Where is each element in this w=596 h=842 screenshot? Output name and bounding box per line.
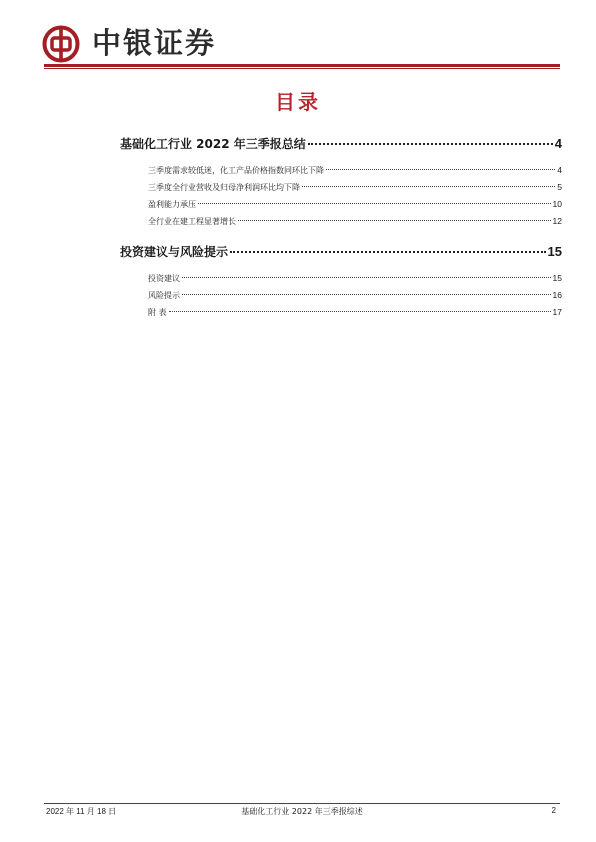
footer-date: 2022 年 11 月 18 日 <box>46 807 117 816</box>
toc-entry-subsection[interactable] <box>148 213 562 230</box>
toc-entry-page: 17 <box>552 307 562 317</box>
toc-entry-page: 4 <box>557 165 562 175</box>
toc-entry-label: 全行业在建工程显著增长 <box>148 217 236 226</box>
toc-entry-subsection[interactable] <box>148 196 562 213</box>
toc-entry-label: 三季度全行业营收及归母净利润环比均下降 <box>148 183 300 192</box>
brand-name: 中银证券 <box>92 26 217 60</box>
toc-entry-label: 盈利能力承压 <box>148 200 196 209</box>
toc-entry-subsection[interactable] <box>148 179 562 196</box>
table-of-contents <box>120 132 562 321</box>
footer-report-title: 基础化工行业 2022 年三季报综述 <box>241 807 363 816</box>
toc-entry-page: 5 <box>557 182 562 192</box>
toc-leader-dots <box>308 143 553 145</box>
toc-entry-section-1[interactable] <box>120 132 562 156</box>
toc-entry-page: 12 <box>552 216 562 226</box>
toc-leader-dots <box>238 220 551 221</box>
page-title: 目录 <box>275 90 321 114</box>
toc-entry-subsection[interactable] <box>148 304 562 321</box>
toc-entry-page: 15 <box>552 273 562 283</box>
toc-leader-dots <box>198 203 551 204</box>
toc-leader-dots <box>230 251 546 253</box>
page-header <box>42 24 562 68</box>
toc-entry-label: 投资建议与风险提示 <box>120 245 229 259</box>
toc-leader-dots <box>302 186 555 187</box>
header-divider <box>44 64 560 67</box>
toc-entry-page: 16 <box>552 290 562 300</box>
toc-entry-subsection[interactable] <box>148 287 562 304</box>
header-divider-thin <box>44 68 560 69</box>
toc-entry-label: 风险提示 <box>148 291 180 300</box>
toc-entry-section-2[interactable] <box>120 240 562 264</box>
toc-entry-subsection[interactable] <box>148 162 562 179</box>
toc-leader-dots <box>182 294 551 295</box>
footer-page-number: 2 <box>551 806 556 815</box>
toc-leader-dots <box>326 169 555 170</box>
footer-divider <box>44 803 560 804</box>
toc-entry-label: 三季度需求较低迷，化工产品价格指数同环比下降 <box>148 166 324 175</box>
toc-entry-subsection[interactable] <box>148 270 562 287</box>
toc-entry-page: 15 <box>547 244 562 259</box>
toc-entry-page: 4 <box>554 136 562 151</box>
toc-entry-label: 基础化工行业 2022 年三季报总结 <box>120 137 306 151</box>
page-footer <box>44 806 560 820</box>
toc-entry-page: 10 <box>552 199 562 209</box>
toc-entry-label: 附 表 <box>148 308 167 317</box>
bank-of-china-logo-icon <box>42 25 80 63</box>
toc-entry-label: 投资建议 <box>148 274 180 283</box>
toc-leader-dots <box>182 277 551 278</box>
toc-leader-dots <box>169 311 551 312</box>
